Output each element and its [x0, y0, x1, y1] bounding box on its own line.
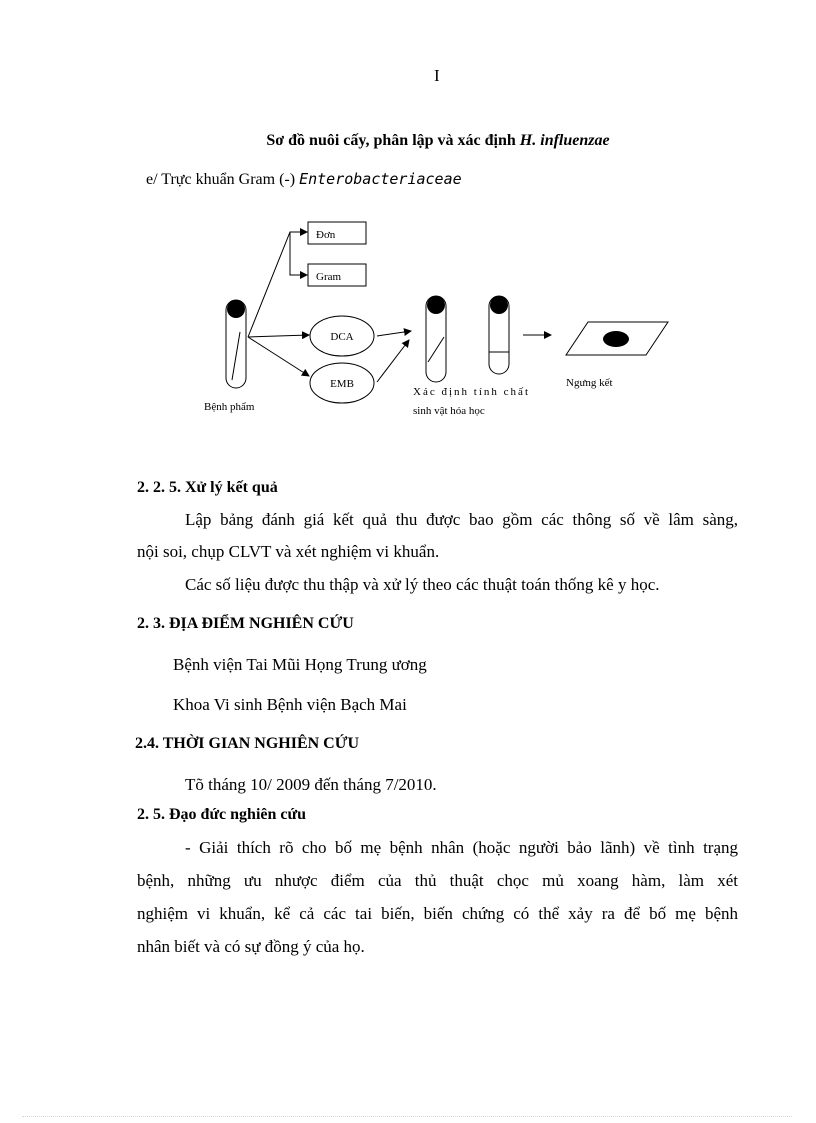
arrow-to-gram	[290, 232, 307, 275]
time-heading: 2.4. THỜI GIAN NGHIÊN CỨU	[135, 735, 360, 752]
subtitle-family: Enterobacteriaceae	[299, 170, 462, 188]
arrow-to-dca	[248, 335, 309, 337]
location-heading: 2. 3. ĐỊA ĐIỂM NGHIÊN CỨU	[137, 615, 354, 632]
specimen-tube	[226, 300, 246, 388]
diagram-subtitle	[146, 170, 462, 189]
location-item-1: Bệnh viện Tai Mũi Họng Trung ương	[173, 655, 427, 674]
results-paragraph-line1: Lập bảng đánh giá kết quả thu được bao gồm các thông số về lâm sàng,	[185, 510, 738, 529]
results-paragraph-2: Các số liệu được thu thập và xử lý theo các thuật toán thống kê y học.	[185, 575, 660, 594]
specimen-label: Bệnh phẩm	[204, 401, 255, 413]
arrow-emb-to-biochem	[377, 340, 409, 382]
time-text: Tõ tháng 10/ 2009 đến tháng 7/2010.	[185, 775, 437, 794]
gram-label: Gram	[316, 271, 342, 283]
arrow-to-don	[248, 232, 307, 337]
title-species: H. influenzae	[519, 132, 610, 149]
subtitle-prefix: e/ Trực khuẩn Gram (-)	[146, 171, 296, 188]
ethics-heading: 2. 5. Đạo đức nghiên cứu	[137, 806, 306, 823]
agglutination-label: Ngưng kết	[566, 377, 613, 389]
ethics-line-4: nhân biết và có sự đồng ý của họ.	[137, 937, 365, 956]
page-number: I	[434, 66, 440, 85]
culture-diagram	[190, 212, 690, 427]
results-heading: 2. 2. 5. Xử lý kết quả	[137, 479, 278, 496]
dca-label: DCA	[330, 331, 354, 343]
biochem-tube-liquid	[489, 296, 509, 374]
biochem-label-1: Xác định tính chất	[413, 386, 528, 398]
diagram-title	[0, 132, 816, 150]
ethics-line-3: nghiệm vi khuẩn, kể cả các tai biến, biến chứng có thể xảy ra để bố mẹ bệnh	[137, 904, 738, 923]
title-text: Sơ đồ nuôi cấy, phân lập và xác định	[266, 132, 516, 149]
agglutination-spot	[603, 331, 629, 347]
arrow-dca-to-biochem	[377, 331, 411, 336]
results-paragraph-line2: nội soi, chụp CLVT và xét nghiệm vi khuẩn.	[137, 542, 440, 561]
arrow-to-emb	[248, 337, 309, 376]
location-item-2: Khoa Vi sinh Bệnh viện Bạch Mai	[173, 695, 407, 714]
biochem-tube-slant	[426, 296, 446, 382]
emb-label: EMB	[330, 378, 354, 390]
biochem-label-2: sinh vật hóa học	[413, 405, 485, 417]
page-bottom-rule	[22, 1116, 792, 1117]
ethics-line-2: bệnh, những ưu nhược điểm của thủ thuật chọc mủ xoang hàm, làm xét	[137, 871, 738, 890]
don-label: Đơn	[316, 229, 336, 241]
ethics-line-1: - Giải thích rõ cho bố mẹ bệnh nhân (hoặc người bảo lãnh) về tình trạng	[185, 838, 738, 857]
